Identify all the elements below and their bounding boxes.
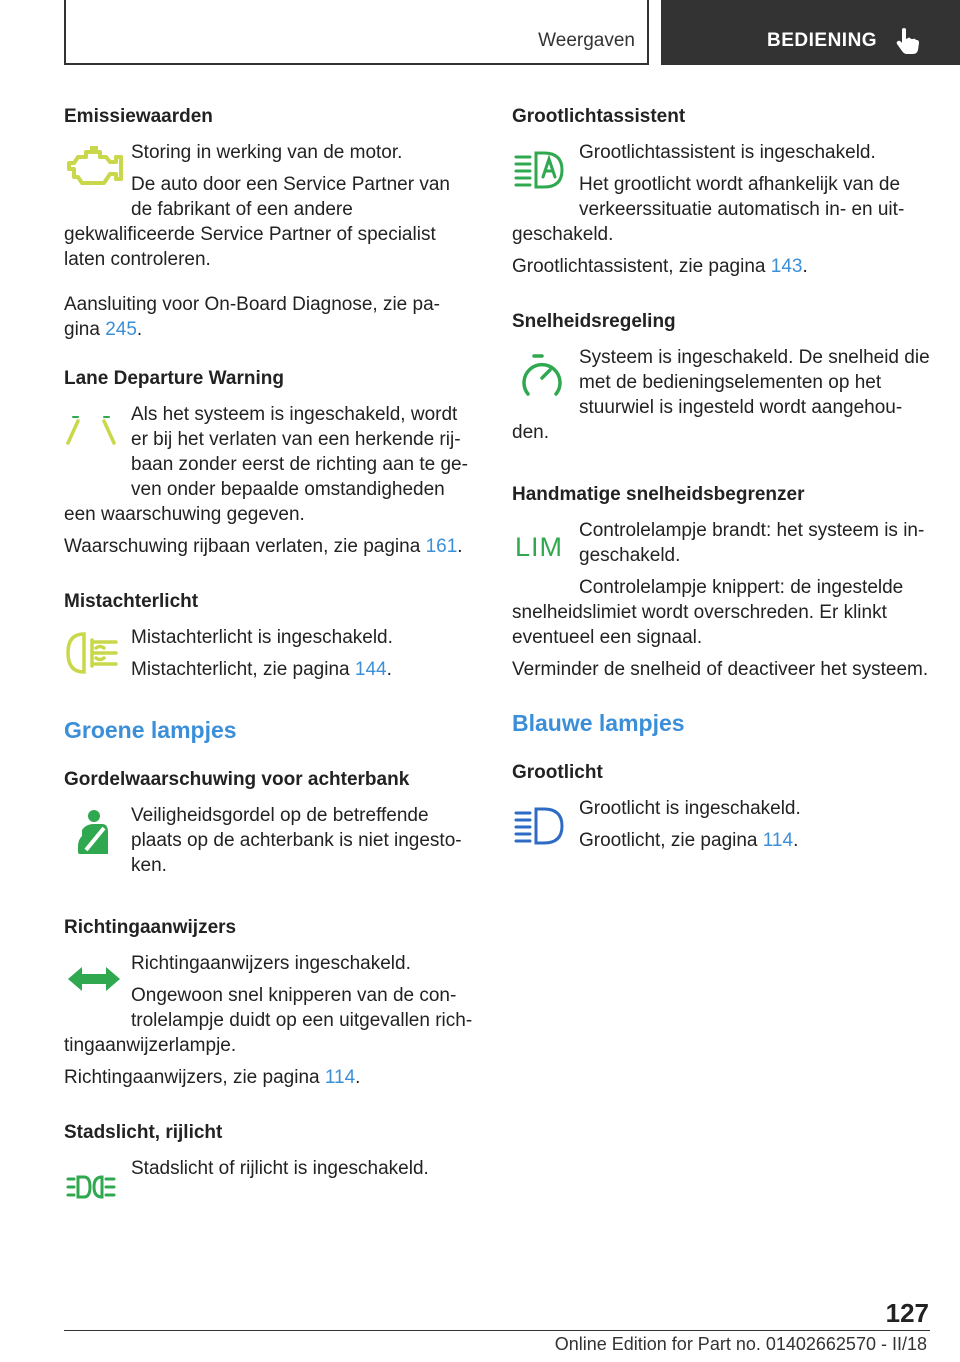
richting-text-3: Richtingaanwijzers, zie pagina 114. <box>64 1067 361 1088</box>
emissie-text-3: Aansluiting voor On-Board Diagnose, zie pagina 245. <box>64 294 440 340</box>
entry-groot-ass <box>512 140 930 247</box>
heading-blauwe-lampjes: Blauwe lampjes <box>512 710 685 736</box>
section-title-stads: Stadslicht, rijlicht <box>64 1122 223 1143</box>
begrenzer-text-3: Verminder de snelheid of deactiveer het systeem. <box>512 659 929 680</box>
lane-text-2: Waarschuwing rijbaan verlaten, zie pagina 161. <box>64 536 463 557</box>
entry-begrenzer <box>512 518 930 650</box>
section-title-groot-ass: Grootlichtassistent <box>512 106 686 127</box>
page-link-144[interactable]: 144 <box>354 659 387 680</box>
entry-mist <box>64 625 476 682</box>
stads-text-1: Stadslicht of rijlicht is ingeschakeld. <box>131 1158 429 1179</box>
high-beam-icon <box>512 799 576 859</box>
mist-text-2: Mistachterlicht, zie pagina 144. <box>131 659 392 680</box>
section-title-groot: Grootlicht <box>512 762 603 783</box>
entry-snelheid <box>512 345 930 445</box>
engine-check-icon <box>64 143 128 203</box>
section-title-begrenzer: Handmatige snelheidsbegrenzer <box>512 484 805 505</box>
entry-richting <box>64 951 476 1058</box>
footer-divider <box>64 1330 930 1331</box>
high-beam-assist-icon <box>512 143 576 203</box>
entry-lane <box>64 402 476 527</box>
section-title-richting: Richtingaanwijzers <box>64 917 237 938</box>
section-title-mist: Mistachterlicht <box>64 591 199 612</box>
turn-signal-icon <box>64 954 128 1014</box>
section-title-snelheid: Snelheidsregeling <box>512 311 676 332</box>
groot-text-1: Grootlicht is ingeschakeld. <box>579 798 801 819</box>
emissie-text-2: De auto door een Service Partner van de fabrikant of een andere gekwalificeerde Service Partner of specialist laten controleren. <box>64 174 450 270</box>
groot-ass-text-1: Grootlichtassistent is ingeschakeld. <box>579 142 876 163</box>
entry-groot <box>512 796 930 853</box>
parking-light-icon <box>64 1159 128 1219</box>
lane-departure-icon <box>64 405 128 485</box>
seatbelt-icon <box>64 806 128 881</box>
gordel-text-1: Veiligheidsgordel op de betreffende plaats op de achterbank is niet ingestoken. <box>131 805 462 876</box>
snelheid-text-1: Systeem is ingeschakeld. De snelheid die met de bedieningselementen op het stuurwiel is ingesteld wordt aangehouden. <box>512 347 930 443</box>
lim-indicator-icon <box>512 521 576 581</box>
header-chapter-title: BEDIENING <box>767 30 878 51</box>
page-link-114b[interactable]: 114 <box>762 830 794 851</box>
richting-text-2: Ongewoon snel knipperen van de controlelampje duidt op een uitgevallen richtingaanwijzerlampje. <box>64 985 473 1056</box>
hand-pointer-icon <box>893 26 923 56</box>
groot-ass-text-2: Het grootlicht wordt afhankelijk van de verkeerssituatie automatisch in- en uitgeschakeld. <box>512 174 905 245</box>
emissie-text-1: Storing in werking van de motor. <box>131 142 403 163</box>
mist-text-1: Mistachterlicht is ingeschakeld. <box>131 627 393 648</box>
left-column <box>64 104 476 1219</box>
heading-groene-lampjes: Groene lampjes <box>64 717 237 743</box>
page-link-245[interactable]: 245 <box>105 319 137 340</box>
cruise-control-icon <box>512 348 576 418</box>
richting-text-1: Richtingaanwijzers ingeschakeld. <box>131 953 411 974</box>
page-link-143[interactable]: 143 <box>770 256 803 277</box>
header-section-title: Weergaven <box>538 30 635 51</box>
right-column <box>512 104 930 860</box>
groot-ass-text-3: Grootlichtassistent, zie pagina 143. <box>512 256 808 277</box>
section-title-emissie: Emissiewaarden <box>64 106 213 127</box>
page-number: 127 <box>885 1298 929 1328</box>
header-chapter-tab <box>661 0 960 65</box>
entry-gordel <box>64 803 476 878</box>
groot-text-2: Grootlicht, zie pagina 114. <box>579 830 799 851</box>
page-link-161[interactable]: 161 <box>425 536 458 557</box>
section-title-lane: Lane Departure Warning <box>64 368 284 389</box>
entry-stads <box>64 1156 476 1181</box>
header-section-tab <box>64 0 649 65</box>
section-title-gordel: Gordelwaarschuwing voor achterbank <box>64 769 410 790</box>
rear-fog-light-icon <box>64 628 128 688</box>
edition-text: Online Edition for Part no. 01402662570 - II/18 <box>554 1334 927 1354</box>
page-link-114a[interactable]: 114 <box>324 1067 356 1088</box>
begrenzer-text-2: Controlelampje knippert: de ingestelde snelheidslimiet wordt overschreden. Er klinkt eventueel een signaal. <box>512 577 904 648</box>
lane-text-1: Als het systeem is ingeschakeld, wordt er bij het verlaten van een herkende rijbaan zonder eerst de richting aan te geven onder bepaalde omstandigheden een waarschuwing gegeven. <box>64 404 468 525</box>
entry-emissie <box>64 140 476 272</box>
begrenzer-text-1: Controlelampje brandt: het systeem is ingeschakeld. <box>579 520 925 566</box>
lim-indicator-text: LIM <box>515 532 564 562</box>
